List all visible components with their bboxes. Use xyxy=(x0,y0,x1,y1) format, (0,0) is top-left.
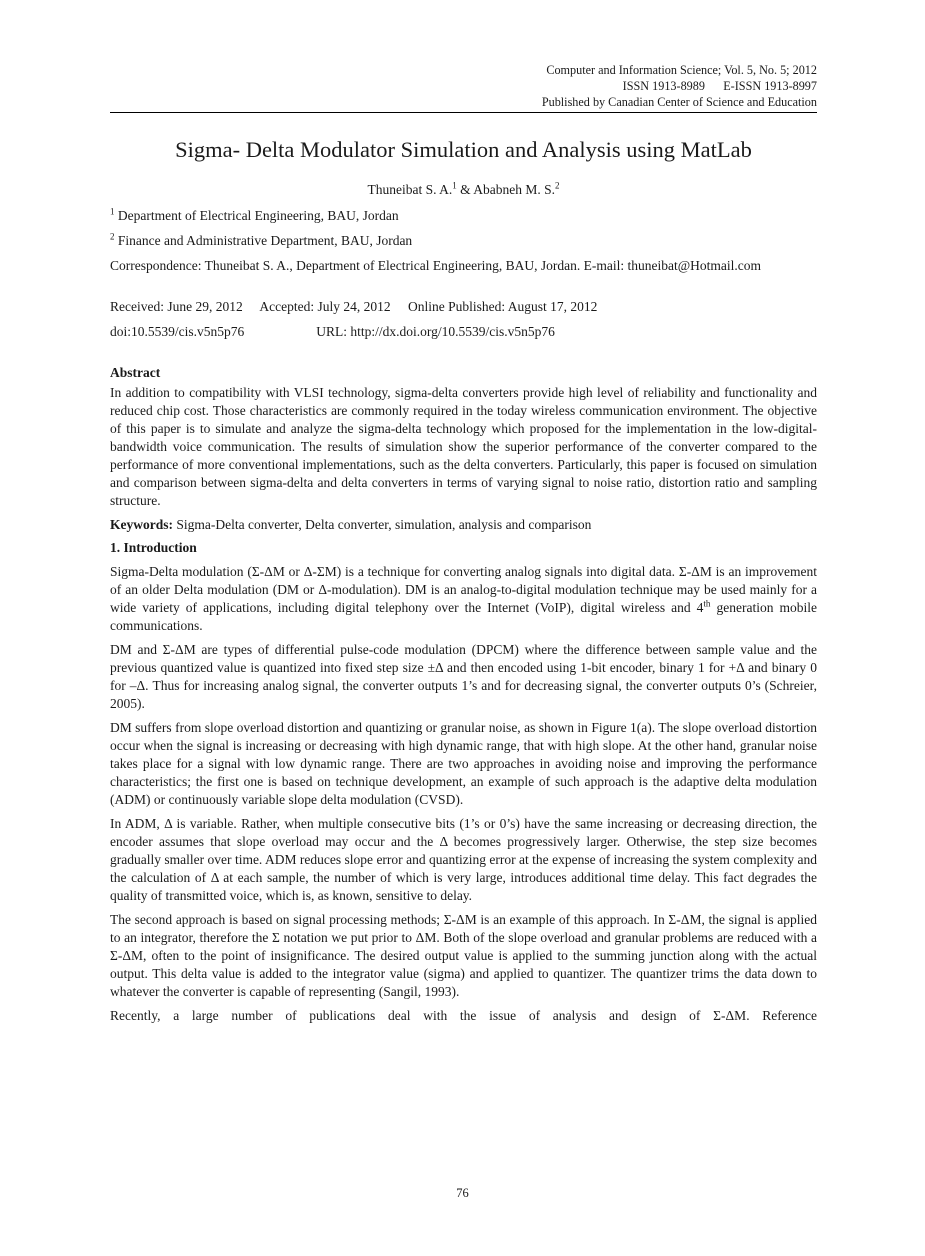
author-1: Thuneibat S. A. xyxy=(367,182,453,197)
intro-paragraph-1 xyxy=(110,563,817,635)
intro-paragraph-5: The second approach is based on signal processing methods; Σ-ΔM is an example of this approach. In Σ-ΔM, the signal is applied to an integrator, therefore the Σ notation we put prior to ΔM. Both of the slope overload and granular problems are reduced with a Σ-ΔM, often to the point of insignificance. The desired output value is applied to the summing junction along with the actual output. This delta value is added to the integrator value (sigma) and applied to quantizer. The quantizer trims the data down to whatever the converter is capable of representing (Sangil, 1993). xyxy=(110,912,817,999)
issn-line: ISSN 1913-8989 E-ISSN 1913-8997 xyxy=(622,79,817,93)
affil-1-number: 1 xyxy=(110,206,115,217)
section-heading-introduction: 1. Introduction xyxy=(110,540,197,555)
doi: doi:10.5539/cis.v5n5p76 xyxy=(110,324,245,339)
intro-p1-text: Sigma-Delta modulation (Σ-ΔM or Δ-ΣM) is a technique for converting analog signals into digital data. Σ-ΔM is an improvement of an older Delta modulation (DM or Δ-modulation). DM is an analog-to-digital modulation technique may be used mainly for a wide variety of applications, including digital telephony over the Internet (VoIP), digital wireless and 4 xyxy=(110,564,817,615)
affil-1-text: Department of Electrical Engineering, BAU, Jordan xyxy=(114,208,399,223)
affil-2-text: Finance and Administrative Department, BAU, Jordan xyxy=(114,233,413,248)
doi-line xyxy=(110,323,817,341)
intro-paragraph-6: Recently, a large number of publications deal with the issue of analysis and design of Σ-ΔM. Reference xyxy=(110,1008,817,1023)
doi-url[interactable]: URL: http://dx.doi.org/10.5539/cis.v5n5p76 xyxy=(316,324,555,339)
affiliation-1 xyxy=(110,207,817,225)
page-body xyxy=(110,62,817,1025)
affil-2-number: 2 xyxy=(110,231,115,242)
intro-paragraph-2: DM and Σ-ΔM are types of differential pulse-code modulation (DPCM) where the difference between sample value and the previous quantized value is quantized into fixed step size ±Δ and then encoded using 1-bit encoder, binary 1 for +Δ and binary 0 for –Δ. Thus for increasing analog signal, the converter outputs 1’s and for decreasing signal, the converter outputs 0’s (Schreier, 2005). xyxy=(110,642,817,711)
running-header xyxy=(110,62,817,110)
abstract-heading: Abstract xyxy=(110,365,161,380)
published-date: Online Published: August 17, 2012 xyxy=(407,299,598,314)
intro-paragraph-3: DM suffers from slope overload distortion and quantizing or granular noise, as shown in Figure 1(a). The slope overload distortion occur when the signal is increasing or decreasing with high dynamic range, that with high slope. At the other hand, granular noise takes place for a signal with low dynamic range. There are two approaches in avoiding noise and improving the performance characteristics; the first one is based on technique development, an example of such approach is the adaptive delta modulation (ADM) or continuously variable slope delta modulation (CVSD). xyxy=(110,720,817,807)
author-line xyxy=(110,181,817,199)
journal-line: Computer and Information Science; Vol. 5, No. 5; 2012 xyxy=(546,63,817,77)
paper-title: Sigma- Delta Modulator Simulation and Analysis using MatLab xyxy=(175,137,752,162)
publisher-line: Published by Canadian Center of Science and Education xyxy=(541,95,817,109)
header-rule xyxy=(110,112,817,113)
author-1-affil: 1 xyxy=(452,180,457,191)
page-number: 76 xyxy=(456,1186,469,1200)
intro-paragraph-4: In ADM, Δ is variable. Rather, when multiple consecutive bits (1’s or 0’s) have the same increasing or decreasing direction, the encoder assumes that slope overload may occur and the Δ becomes progressively larger. Otherwise, the step size becomes gradually smaller over time. ADM reduces slope error and quantizing error at the expense of increasing the system complexity and the calculation of Δ at each sample, the number of which is very large, introduces additional time delay. This fact degrades the quality of transmitted voice, which is, as known, sensitive to delay. xyxy=(110,816,817,903)
dates-line xyxy=(110,298,817,316)
keywords xyxy=(110,516,817,534)
correspondence: Correspondence: Thuneibat S. A., Department of Electrical Engineering, BAU, Jordan. E-mail: thuneibat@Hotmail.com xyxy=(110,258,762,273)
intro-p1-sup: th xyxy=(703,598,711,609)
received-date: Received: June 29, 2012 xyxy=(110,299,243,314)
keywords-label: Keywords: xyxy=(110,517,173,532)
author-2: Ababneh M. S. xyxy=(473,182,555,197)
author-separator: & xyxy=(456,182,474,197)
keywords-text: Sigma-Delta converter, Delta converter, simulation, analysis and comparison xyxy=(173,517,592,532)
affiliation-2 xyxy=(110,232,817,250)
accepted-date: Accepted: July 24, 2012 xyxy=(259,299,391,314)
author-2-affil: 2 xyxy=(555,180,560,191)
intro-p1-tail: generation mobile communications. xyxy=(110,600,817,633)
abstract-text: In addition to compatibility with VLSI technology, sigma-delta converters provide high level of reliability and functionality and reduced chip cost. Those characteristics are commonly required in the today wireless communication environment. The objective of this paper is to simulate and analyze the sigma-delta technology which proposed for the implementation in the low-digital-bandwidth voice communication. The results of simulation show the superior performance of the converter compared to the performance of more conventional implementations, such as the delta converters. Particularly, this paper is focused on simulation and comparison between sigma-delta and delta converters in terms of varying signal to noise ratio, distortion ratio and sampling structure. xyxy=(110,385,817,508)
